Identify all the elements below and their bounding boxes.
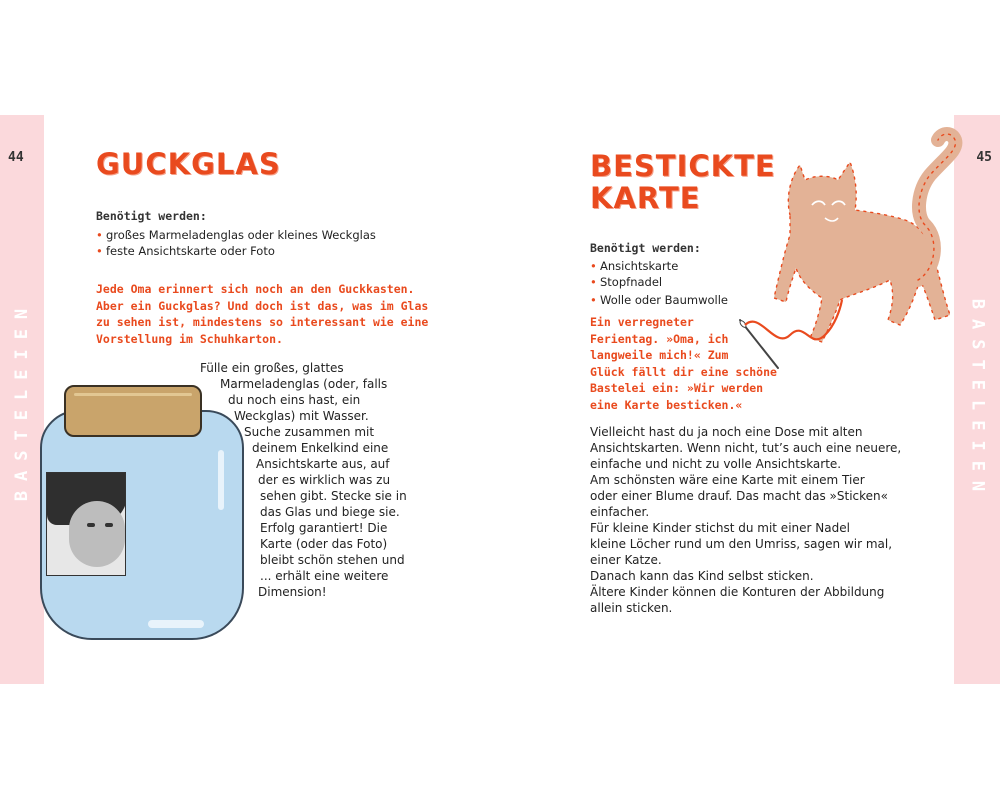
body-line: kleine Löcher rund um den Umriss, sagen wir mal, [590, 537, 893, 551]
body-line: einer Katze. [590, 553, 662, 567]
body-line: allein sticken. [590, 601, 673, 615]
needs-item: • Stopfnadel [590, 274, 728, 290]
needs-item: • großes Marmeladenglas oder kleines Weckglas [96, 227, 376, 243]
body-text-right [590, 424, 901, 616]
intro-line: Jede Oma erinnert sich noch an den Guckkasten. [96, 282, 415, 296]
intro-text-right [590, 314, 777, 413]
body-line: der es wirklich was zu [258, 473, 391, 487]
body-line: du noch eins hast, ein [228, 393, 361, 407]
title-line: BESTICKTE [590, 149, 776, 183]
needs-list-left [96, 227, 376, 259]
sidebar-label-right: BASTELEIEN [967, 298, 987, 502]
body-line: Danach kann das Kind selbst sticken. [590, 569, 814, 583]
intro-line: Ein verregneter [590, 315, 694, 329]
sidebar-label-left: BASTELEIEN [12, 298, 32, 502]
body-line: Weckglas) mit Wasser. [234, 409, 369, 423]
needs-item: • Wolle oder Baumwolle [590, 292, 728, 308]
body-line: Dimension! [258, 585, 327, 599]
intro-line: Aber ein Guckglas? Und doch ist das, was im Glas [96, 298, 429, 313]
jar-highlight [148, 620, 204, 628]
body-line: Ältere Kinder können die Konturen der Abbildung [590, 585, 885, 599]
body-line: das Glas und biege sie. [260, 505, 400, 519]
intro-line: Bastelei ein: »Wir werden [590, 381, 764, 395]
body-line: Am schönsten wäre eine Karte mit einem Tier [590, 473, 865, 487]
body-line: oder einer Blume drauf. Das macht das »Sticken« [590, 489, 889, 503]
body-line: Vielleicht hast du ja noch eine Dose mit alten [590, 425, 863, 439]
page-number-right: 45 [976, 150, 992, 165]
intro-line: langweile mich!« Zum [590, 348, 729, 362]
body-line: Karte (oder das Foto) [260, 537, 388, 551]
needs-heading-right: Benötigt werden: [590, 241, 701, 255]
page-title-guckglas: GUCKGLAS [96, 147, 281, 181]
body-line: Ansichtskarte aus, auf [256, 457, 390, 471]
body-line: einfache und nicht zu volle Ansichtskarte. [590, 457, 842, 471]
intro-text-left [96, 281, 428, 347]
body-line: Erfolg garantiert! Die [260, 521, 388, 535]
title-line: KARTE [590, 181, 701, 215]
intro-line: eine Karte besticken.« [590, 397, 743, 412]
body-line: Für kleine Kinder stichst du mit einer Nadel [590, 521, 850, 535]
intro-line: Ferientag. »Oma, ich [590, 331, 729, 346]
body-line: Ansichtskarten. Wenn nicht, tut’s auch eine neuere, [590, 441, 902, 455]
intro-line: zu sehen ist, mindestens so interessant wie eine [96, 315, 429, 329]
body-line: ... erhält eine weitere [260, 569, 389, 583]
body-line: sehen gibt. Stecke sie in [260, 489, 407, 503]
intro-line: Vorstellung im Schuhkarton. [96, 331, 283, 346]
needs-list-right [590, 258, 728, 308]
body-line: Fülle ein großes, glattes [200, 361, 344, 375]
body-line: deinem Enkelkind eine [252, 441, 389, 455]
body-line: Marmeladenglas (oder, falls [220, 377, 388, 391]
photo-child-image [46, 472, 126, 576]
intro-line: Glück fällt dir eine schöne [590, 364, 777, 379]
needs-heading-left: Benötigt werden: [96, 209, 207, 223]
body-line: einfacher. [590, 505, 650, 519]
jar-lid [64, 385, 202, 437]
body-text-left [200, 360, 407, 600]
page-number-left: 44 [8, 150, 24, 165]
needs-item: • feste Ansichtskarte oder Foto [96, 243, 376, 259]
body-line: Suche zusammen mit [244, 425, 375, 439]
body-line: bleibt schön stehen und [260, 553, 405, 567]
needs-item: • Ansichtskarte [590, 258, 728, 274]
